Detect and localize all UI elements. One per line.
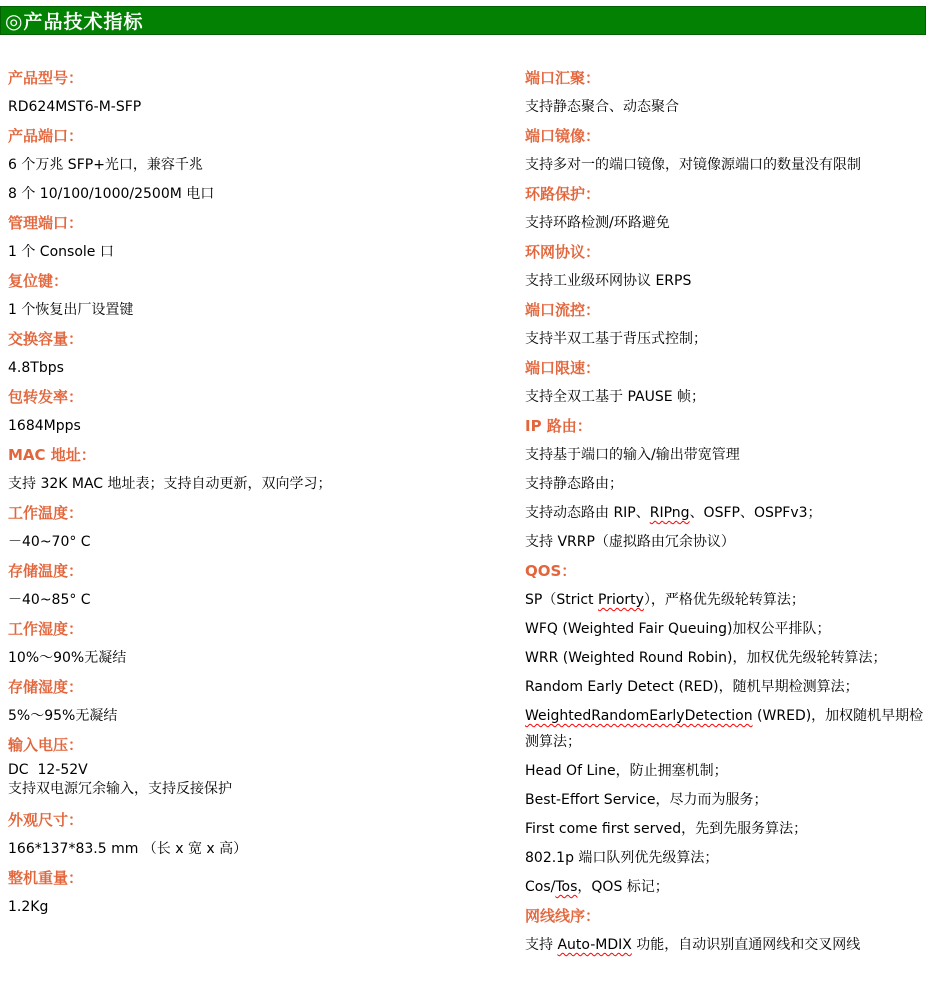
spec-value xyxy=(525,529,925,555)
spec-block xyxy=(8,123,525,207)
spec-text: 166*137*83.5 mm （长 x 宽 x 高） xyxy=(8,841,248,857)
spec-block xyxy=(525,297,925,352)
spec-value xyxy=(525,703,925,755)
spec-value xyxy=(8,894,525,920)
spec-heading: 端口汇聚： xyxy=(525,69,601,87)
spec-value xyxy=(525,874,925,900)
section-title-bar xyxy=(0,6,926,35)
spec-block xyxy=(8,732,525,799)
spec-value xyxy=(8,761,525,780)
spec-heading: 环路保护： xyxy=(525,185,601,203)
spec-text: －40~70° C xyxy=(8,534,91,550)
misspelled-text: Auto-MDIX xyxy=(557,937,632,953)
spec-text: SP（Strict xyxy=(525,592,598,608)
spec-value xyxy=(525,471,925,497)
spec-text: ），严格优先级轮转算法； xyxy=(643,592,805,608)
spec-heading: 工作温度： xyxy=(8,504,84,522)
spec-value xyxy=(8,471,525,497)
spec-block xyxy=(8,384,525,439)
spec-value xyxy=(8,152,525,178)
spec-heading: MAC 地址： xyxy=(8,446,96,464)
spec-value xyxy=(8,587,525,613)
spec-heading: 端口限速： xyxy=(525,359,601,377)
spec-text: 4.8Tbps xyxy=(8,360,64,376)
spec-heading: 整机重量： xyxy=(8,869,84,887)
spec-value xyxy=(8,94,525,120)
spec-text: 支持 32K MAC 地址表；支持自动更新，双向学习； xyxy=(8,476,332,492)
spec-text: RD624MST6-M-SFP xyxy=(8,99,142,115)
spec-value xyxy=(525,210,925,236)
spec-value xyxy=(525,326,925,352)
spec-text: Random Early Detect (RED)，随机早期检测算法； xyxy=(525,679,859,695)
spec-text: 支持工业级环网协议 ERPS xyxy=(525,273,692,289)
spec-text: 支持多对一的端口镜像，对镜像源端口的数量没有限制 xyxy=(525,157,861,173)
spec-block xyxy=(8,268,525,323)
spec-block xyxy=(8,442,525,497)
spec-heading: 包转发率： xyxy=(8,388,84,406)
spec-value xyxy=(8,703,525,729)
spec-text: 1 个恢复出厂设置键 xyxy=(8,302,134,318)
spec-value xyxy=(525,268,925,294)
spec-block xyxy=(525,413,925,555)
spec-text: Cos/ xyxy=(525,879,556,895)
spec-heading: 工作湿度： xyxy=(8,620,84,638)
spec-value xyxy=(525,758,925,784)
spec-text: 8 个 10/100/1000/2500M 电口 xyxy=(8,186,215,202)
spec-text: 1 个 Console 口 xyxy=(8,244,114,260)
spec-block xyxy=(8,674,525,729)
spec-heading: 存储温度： xyxy=(8,562,84,580)
spec-text: First come first served，先到先服务算法； xyxy=(525,821,808,837)
spec-heading: QOS： xyxy=(525,562,577,580)
spec-text: 、OSFP、OSPFv3； xyxy=(689,505,822,521)
spec-value xyxy=(8,836,525,862)
spec-heading: 存储湿度： xyxy=(8,678,84,696)
spec-block xyxy=(8,865,525,920)
spec-block xyxy=(8,616,525,671)
spec-block xyxy=(8,210,525,265)
spec-heading: 产品型号： xyxy=(8,69,84,87)
spec-value xyxy=(525,816,925,842)
spec-value xyxy=(525,787,925,813)
spec-text: 支持静态聚合、动态聚合 xyxy=(525,99,679,115)
misspelled-text: RIPng xyxy=(649,505,690,521)
spec-text: Head Of Line，防止拥塞机制； xyxy=(525,763,728,779)
misspelled-text: Priorty xyxy=(598,592,644,608)
spec-block xyxy=(8,500,525,555)
misspelled-text: Tos xyxy=(555,879,578,895)
spec-text: 支持双电源冗余输入，支持反接保护 xyxy=(8,781,232,797)
spec-block xyxy=(525,903,925,958)
spec-text: 支持环路检测/环路避免 xyxy=(525,215,670,231)
spec-heading: 端口流控： xyxy=(525,301,601,319)
spec-value xyxy=(525,645,925,671)
spec-block xyxy=(525,181,925,236)
spec-text: 5%～95%无凝结 xyxy=(8,708,118,724)
spec-value xyxy=(8,645,525,671)
spec-block xyxy=(8,65,525,120)
spec-text: WRR (Weighted Round Robin)，加权优先级轮转算法； xyxy=(525,650,887,666)
spec-heading: 复位键： xyxy=(8,272,69,290)
spec-value xyxy=(525,674,925,700)
spec-block xyxy=(8,558,525,613)
spec-text: 6 个万兆 SFP+光口，兼容千兆 xyxy=(8,157,203,173)
spec-heading: IP 路由： xyxy=(525,417,592,435)
spec-content xyxy=(0,35,931,961)
spec-block xyxy=(525,65,925,120)
spec-value xyxy=(525,384,925,410)
spec-text: ，QOS 标记； xyxy=(577,879,669,895)
spec-value xyxy=(8,239,525,265)
spec-column-left xyxy=(8,65,525,961)
spec-block xyxy=(8,326,525,381)
spec-text: 支持 xyxy=(525,937,558,953)
spec-text: 1.2Kg xyxy=(8,899,49,915)
spec-text: －40~85° C xyxy=(8,592,91,608)
spec-heading: 端口镜像： xyxy=(525,127,601,145)
spec-heading: 网线线序： xyxy=(525,907,601,925)
spec-value xyxy=(8,297,525,323)
spec-text: 1684Mpps xyxy=(8,418,81,434)
spec-column-right xyxy=(525,65,925,961)
spec-text: 支持全双工基于 PAUSE 帧； xyxy=(525,389,706,405)
spec-value xyxy=(8,355,525,381)
spec-block xyxy=(8,807,525,862)
spec-block xyxy=(525,239,925,294)
spec-text: 功能，自动识别直通网线和交叉网线 xyxy=(631,937,861,953)
spec-text: 支持静态路由； xyxy=(525,476,623,492)
spec-value xyxy=(8,529,525,555)
spec-value xyxy=(525,94,925,120)
spec-value xyxy=(525,845,925,871)
spec-text: 支持 VRRP（虚拟路由冗余协议） xyxy=(525,534,735,550)
spec-text: 支持基于端口的输入/输出带宽管理 xyxy=(525,447,740,463)
spec-text: DC 12-52V xyxy=(8,762,88,778)
spec-text: Best-Effort Service，尽力而为服务； xyxy=(525,792,768,808)
spec-value xyxy=(525,152,925,178)
spec-heading: 外观尺寸： xyxy=(8,811,84,829)
spec-heading: 输入电压： xyxy=(8,736,84,754)
spec-heading: 交换容量： xyxy=(8,330,84,348)
spec-value xyxy=(525,500,925,526)
page-title: 产品技术指标 xyxy=(23,11,144,33)
spec-heading: 环网协议： xyxy=(525,243,601,261)
spec-value xyxy=(525,587,925,613)
spec-heading: 管理端口： xyxy=(8,214,84,232)
spec-text: 支持半双工基于背压式控制； xyxy=(525,331,707,347)
spec-value xyxy=(8,181,525,207)
spec-text: 802.1p 端口队列优先级算法； xyxy=(525,850,719,866)
spec-value xyxy=(525,616,925,642)
spec-text: 10%～90%无凝结 xyxy=(8,650,127,666)
spec-value xyxy=(8,413,525,439)
spec-text: (WRED)，加权随机早期检测算法； xyxy=(525,708,924,750)
spec-block xyxy=(525,355,925,410)
bullseye-icon: ◎ xyxy=(5,8,23,33)
spec-value xyxy=(8,780,525,799)
spec-value xyxy=(525,442,925,468)
spec-text: 支持动态路由 RIP、 xyxy=(525,505,650,521)
misspelled-text: WeightedRandomEarlyDetection xyxy=(525,708,753,724)
spec-block xyxy=(525,558,925,900)
spec-text: WFQ (Weighted Fair Queuing)加权公平排队； xyxy=(525,621,831,637)
spec-block xyxy=(525,123,925,178)
spec-heading: 产品端口： xyxy=(8,127,84,145)
spec-value xyxy=(525,932,925,958)
